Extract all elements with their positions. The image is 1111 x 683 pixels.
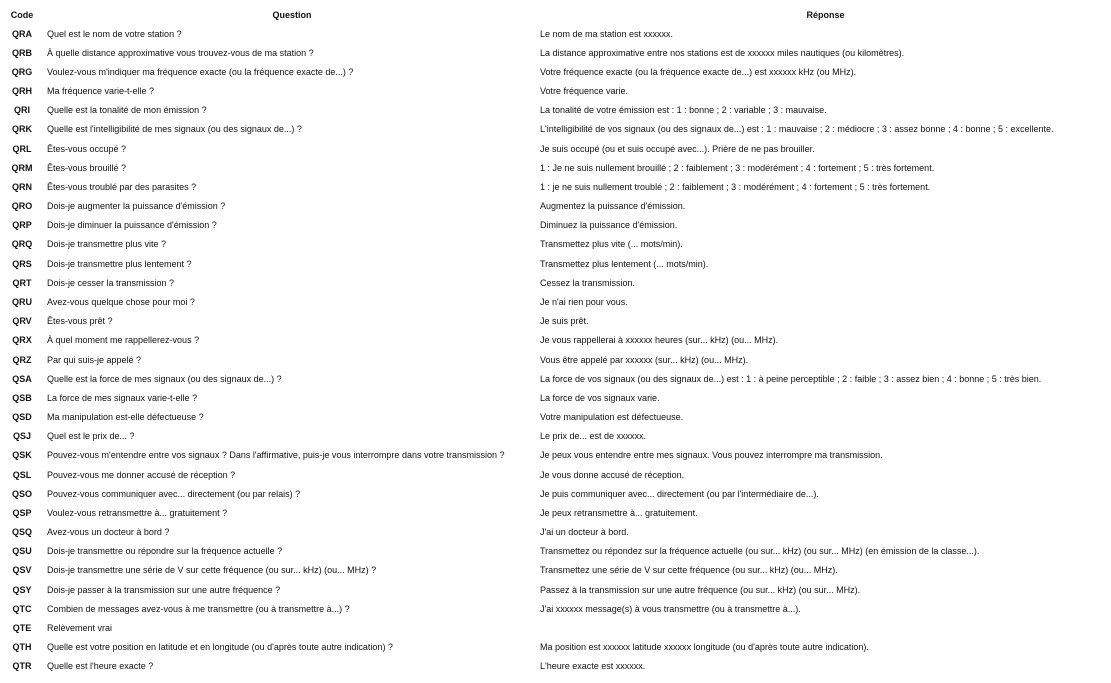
answer-cell: Je puis communiquer avec... directement (ou par l'intermédiaire de...). bbox=[540, 488, 819, 499]
table-row bbox=[0, 292, 1111, 311]
answer-cell: Je suis occupé (ou et suis occupé avec...). Prière de ne pas brouiller. bbox=[540, 143, 815, 154]
code-cell: QTC bbox=[12, 603, 32, 614]
table-row bbox=[0, 350, 1111, 369]
code-cell: QSU bbox=[12, 546, 32, 557]
table-row bbox=[0, 101, 1111, 120]
code-cell: QRN bbox=[12, 181, 32, 192]
table-row bbox=[0, 407, 1111, 426]
table-row bbox=[0, 427, 1111, 446]
code-cell: QRP bbox=[12, 220, 32, 231]
answer-cell: Passez à la transmission sur une autre fréquence (ou sur... kHz) (ou sur... MHz). bbox=[540, 584, 861, 595]
question-cell: Êtes-vous occupé ? bbox=[47, 143, 127, 154]
answer-cell: Je vous donne accusé de réception. bbox=[540, 469, 685, 480]
table-body bbox=[0, 24, 1111, 676]
code-cell: QSB bbox=[12, 392, 32, 403]
code-cell: QRV bbox=[12, 316, 32, 327]
header-code: Code bbox=[10, 9, 34, 20]
answer-cell: Votre fréquence varie. bbox=[540, 86, 629, 97]
table-row bbox=[0, 24, 1111, 43]
code-cell: QRX bbox=[12, 335, 32, 346]
question-cell: Dois-je augmenter la puissance d'émission ? bbox=[47, 201, 226, 212]
table-row bbox=[0, 503, 1111, 522]
table-row bbox=[0, 216, 1111, 235]
answer-cell: La tonalité de votre émission est : 1 : bonne ; 2 : variable ; 3 : mauvaise. bbox=[540, 105, 827, 116]
question-cell: Relèvement vrai bbox=[47, 622, 113, 633]
header-question: Question bbox=[272, 9, 312, 20]
question-cell: Quelle est votre position en latitude et en longitude (ou d'après toute autre indication) ? bbox=[47, 642, 393, 653]
question-cell: Voulez-vous m'indiquer ma fréquence exacte (ou la fréquence exacte de...) ? bbox=[47, 66, 354, 77]
code-cell: QRM bbox=[11, 162, 33, 173]
question-cell: Ma fréquence varie-t-elle ? bbox=[47, 86, 155, 97]
answer-cell: Le prix de... est de xxxxxx. bbox=[540, 431, 647, 442]
code-cell: QRG bbox=[11, 66, 33, 77]
table-row bbox=[0, 369, 1111, 388]
code-cell: QSD bbox=[12, 412, 32, 423]
table-row bbox=[0, 62, 1111, 81]
table-row bbox=[0, 446, 1111, 465]
code-cell: QSP bbox=[12, 507, 32, 518]
table-row bbox=[0, 312, 1111, 331]
q-code-table bbox=[0, 5, 1111, 676]
question-cell: Dois-je cesser la transmission ? bbox=[47, 277, 175, 288]
question-cell: Pouvez-vous communiquer avec... directement (ou par relais) ? bbox=[47, 488, 301, 499]
answer-cell: La distance approximative entre nos stations est de xxxxxx miles nautiques (ou kilomètres). bbox=[540, 47, 905, 58]
question-cell: Dois-je transmettre plus lentement ? bbox=[47, 258, 192, 269]
question-cell: Voulez-vous retransmettre à... gratuitement ? bbox=[47, 507, 228, 518]
code-cell: QRZ bbox=[12, 354, 32, 365]
code-cell: QRI bbox=[13, 105, 30, 116]
answer-cell: L'intelligibilité de vos signaux (ou des signaux de...) est : 1 : mauvaise ; 2 : médiocre ; 3 : assez bonne ; 4 : bonne ; 5 : excellente. bbox=[540, 124, 1054, 135]
table-row bbox=[0, 561, 1111, 580]
answer-cell: Transmettez plus vite (... mots/min). bbox=[540, 239, 683, 250]
answer-cell: Votre manipulation est défectueuse. bbox=[540, 412, 684, 423]
answer-cell: J'ai un docteur à bord. bbox=[540, 527, 629, 538]
question-cell: Quelle est l'heure exacte ? bbox=[47, 661, 154, 672]
table-row bbox=[0, 465, 1111, 484]
code-cell: QSV bbox=[12, 565, 32, 576]
code-cell: QRT bbox=[12, 277, 32, 288]
table-row bbox=[0, 657, 1111, 676]
question-cell: Êtes-vous troublé par des parasites ? bbox=[47, 181, 197, 192]
answer-cell: Votre fréquence exacte (ou la fréquence exacte de...) est xxxxxx kHz (ou MHz). bbox=[540, 66, 857, 77]
code-cell: QRS bbox=[12, 258, 32, 269]
table-row bbox=[0, 43, 1111, 62]
code-cell: QRO bbox=[11, 201, 33, 212]
question-cell: À quel moment me rappellerez-vous ? bbox=[47, 335, 200, 346]
table-row bbox=[0, 235, 1111, 254]
answer-cell: Vous être appelé par xxxxxx (sur... kHz) (ou... MHz). bbox=[540, 354, 749, 365]
answer-cell: Je n'ai rien pour vous. bbox=[540, 296, 628, 307]
table-row bbox=[0, 484, 1111, 503]
answer-cell: J'ai xxxxxx message(s) à vous transmettre (ou à transmettre à...). bbox=[540, 603, 801, 614]
answer-cell: Le nom de ma station est xxxxxx. bbox=[540, 28, 674, 39]
table-row bbox=[0, 542, 1111, 561]
answer-cell: Transmettez une série de V sur cette fréquence (ou sur... kHz) (ou... MHz). bbox=[540, 565, 838, 576]
answer-cell: Transmettez ou répondez sur la fréquence actuelle (ou sur... kHz) (ou sur... MHz) (en émission de la classe...). bbox=[540, 546, 980, 557]
table-row bbox=[0, 254, 1111, 273]
code-cell: QRQ bbox=[11, 239, 33, 250]
table-row bbox=[0, 638, 1111, 657]
code-cell: QSQ bbox=[11, 527, 32, 538]
question-cell: Dois-je transmettre ou répondre sur la fréquence actuelle ? bbox=[47, 546, 283, 557]
code-cell: QTR bbox=[12, 661, 32, 672]
table-row bbox=[0, 197, 1111, 216]
question-cell: Quelle est la force de mes signaux (ou des signaux de...) ? bbox=[47, 373, 282, 384]
question-cell: Dois-je transmettre plus vite ? bbox=[47, 239, 167, 250]
question-cell: Dois-je transmettre une série de V sur cette fréquence (ou sur... kHz) (ou... MHz) ? bbox=[47, 565, 377, 576]
table-row bbox=[0, 580, 1111, 599]
question-cell: La force de mes signaux varie-t-elle ? bbox=[47, 392, 198, 403]
code-cell: QSO bbox=[11, 488, 32, 499]
table-row bbox=[0, 177, 1111, 196]
header-answer: Réponse bbox=[806, 9, 845, 20]
question-cell: Êtes-vous brouillé ? bbox=[47, 162, 127, 173]
code-cell: QSY bbox=[12, 584, 32, 595]
question-cell: Avez-vous quelque chose pour moi ? bbox=[47, 296, 195, 307]
answer-cell: Je suis prêt. bbox=[540, 316, 589, 327]
answer-cell: Transmettez plus lentement (... mots/min). bbox=[540, 258, 709, 269]
table-row bbox=[0, 331, 1111, 350]
answer-cell: L'heure exacte est xxxxxx. bbox=[540, 661, 646, 672]
question-cell: Quel est le nom de votre station ? bbox=[47, 28, 182, 39]
question-cell: Ma manipulation est-elle défectueuse ? bbox=[47, 412, 204, 423]
answer-cell: 1 : je ne suis nullement troublé ; 2 : faiblement ; 3 : modérément ; 4 : fortement ; 5 : très fortement. bbox=[540, 181, 931, 192]
code-cell: QRH bbox=[12, 86, 32, 97]
table-row bbox=[0, 388, 1111, 407]
code-cell: QSJ bbox=[12, 431, 31, 442]
question-cell: Quelle est l'intelligibilité de mes signaux (ou des signaux de...) ? bbox=[47, 124, 302, 135]
question-cell: À quelle distance approximative vous trouvez-vous de ma station ? bbox=[47, 47, 314, 58]
answer-cell: Augmentez la puissance d'émission. bbox=[540, 201, 686, 212]
code-cell: QSL bbox=[12, 469, 32, 480]
table-row bbox=[0, 139, 1111, 158]
question-cell: Dois-je passer à la transmission sur une autre fréquence ? bbox=[47, 584, 281, 595]
question-cell: Pouvez-vous m'entendre entre vos signaux ? Dans l'affirmative, puis-je vous interrompre dans votre transmission ? bbox=[47, 450, 505, 461]
table-row bbox=[0, 599, 1111, 618]
question-cell: Quel est le prix de... ? bbox=[47, 431, 135, 442]
answer-cell: Ma position est xxxxxx latitude xxxxxx longitude (ou d'après toute autre indication). bbox=[540, 642, 869, 653]
answer-cell: La force de vos signaux varie. bbox=[540, 392, 660, 403]
question-cell: Pouvez-vous me donner accusé de réception ? bbox=[47, 469, 236, 480]
code-cell: QRU bbox=[12, 296, 32, 307]
code-cell: QRK bbox=[12, 124, 32, 135]
answer-cell: 1 : Je ne suis nullement brouillé ; 2 : faiblement ; 3 : modérément ; 4 : fortement ; 5 : très fortement. bbox=[540, 162, 935, 173]
table-row bbox=[0, 618, 1111, 637]
answer-cell: Diminuez la puissance d'émission. bbox=[540, 220, 678, 231]
question-cell: Dois-je diminuer la puissance d'émission ? bbox=[47, 220, 217, 231]
question-cell: Avez-vous un docteur à bord ? bbox=[47, 527, 170, 538]
answer-cell: Cessez la transmission. bbox=[540, 277, 636, 288]
code-cell: QSK bbox=[12, 450, 32, 461]
question-cell: Par qui suis-je appelé ? bbox=[47, 354, 142, 365]
code-cell: QRA bbox=[12, 28, 32, 39]
table-header-row bbox=[0, 5, 1111, 24]
question-cell: Quelle est la tonalité de mon émission ? bbox=[47, 105, 207, 116]
answer-cell: Je peux retransmettre à... gratuitement. bbox=[540, 507, 698, 518]
code-cell: QTH bbox=[12, 642, 32, 653]
code-cell: QRL bbox=[12, 143, 32, 154]
table-row bbox=[0, 273, 1111, 292]
table-row bbox=[0, 522, 1111, 541]
table-row bbox=[0, 158, 1111, 177]
table-row bbox=[0, 120, 1111, 139]
answer-cell: Je peux vous entendre entre mes signaux. Vous pouvez interrompre ma transmission. bbox=[540, 450, 883, 461]
answer-cell: La force de vos signaux (ou des signaux de...) est : 1 : à peine perceptible ; 2 : faible ; 3 : assez bien ; 4 : bonne ; 5 : très bien. bbox=[540, 373, 1042, 384]
table-row bbox=[0, 82, 1111, 101]
question-cell: Êtes-vous prêt ? bbox=[47, 316, 113, 327]
code-cell: QRB bbox=[12, 47, 32, 58]
code-cell: QSA bbox=[12, 373, 32, 384]
question-cell: Combien de messages avez-vous à me transmettre (ou à transmettre à...) ? bbox=[47, 603, 350, 614]
answer-cell bbox=[540, 618, 1111, 637]
code-cell: QTE bbox=[12, 622, 32, 633]
answer-cell: Je vous rappellerai à xxxxxx heures (sur... kHz) (ou... MHz). bbox=[540, 335, 779, 346]
